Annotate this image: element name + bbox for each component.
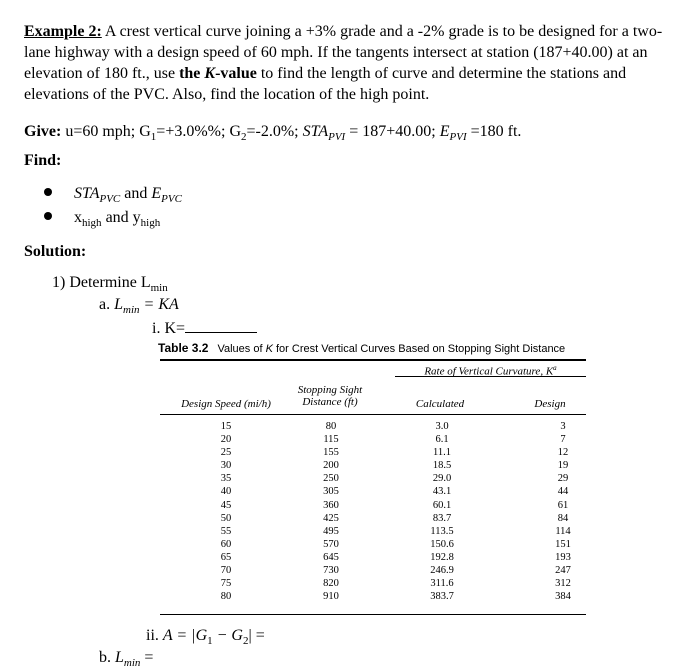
- column-ssd: [309, 420, 353, 603]
- table-cell: 113.5: [430, 525, 454, 537]
- step-b-l: L: [115, 649, 124, 666]
- table-cell: 645: [323, 551, 339, 563]
- find-item-high: [44, 207, 160, 228]
- table-cell: 7: [560, 434, 566, 446]
- g1-value: =+3.0%%; G: [156, 123, 241, 140]
- table-cell: 40: [220, 486, 232, 498]
- header-ssd-2: Distance (ft): [302, 396, 358, 408]
- table-top-rule: [160, 359, 586, 361]
- give-speed: u=60 mph; G: [61, 123, 151, 140]
- table-cell: 114: [555, 525, 571, 537]
- step-ii: [146, 625, 265, 646]
- bold-k: K: [204, 65, 216, 82]
- table-cell: 250: [323, 473, 339, 485]
- bold-the: the: [179, 65, 205, 82]
- table-cell: 80: [220, 591, 232, 603]
- step-ii-end: | =: [248, 627, 265, 644]
- table-cell: 311.6: [430, 578, 454, 590]
- bold-k-value: -value: [215, 65, 257, 82]
- problem-text-2: to find the length of curve and determine the stations and elevations of the PVC. Also, find the location of the high point.: [24, 65, 627, 103]
- table-cell: 75: [220, 578, 232, 590]
- group-header: [395, 362, 586, 378]
- step-b: [99, 647, 153, 668]
- step-i: [152, 318, 257, 339]
- e-value: =180 ft.: [466, 123, 522, 140]
- table-cell: 83.7: [432, 512, 452, 524]
- find-e-sub: PVC: [161, 193, 182, 206]
- table-cell: 384: [555, 591, 571, 603]
- table-cell: 55: [220, 525, 232, 537]
- table-cell: 193: [555, 551, 571, 563]
- table-cell: 80: [325, 421, 337, 432]
- table-title-k: K: [265, 343, 273, 355]
- table-cell: 12: [557, 447, 569, 459]
- table-cell: 3: [560, 421, 566, 432]
- pvi-sub: PVI: [328, 131, 346, 144]
- table-cell: 570: [323, 538, 339, 550]
- problem-statement: [24, 21, 680, 105]
- header-rule: [160, 414, 586, 415]
- table-cell: 115: [323, 434, 339, 446]
- find-y: y: [132, 209, 141, 226]
- table-cell: 730: [323, 565, 339, 577]
- table-cell: 246.9: [430, 565, 454, 577]
- column-design: [548, 420, 578, 603]
- table-cell: 150.6: [430, 538, 454, 550]
- find-sta-sub: PVC: [99, 193, 121, 206]
- find-e: E: [151, 185, 162, 202]
- solution-label: Solution:: [24, 243, 87, 260]
- table-cell: 383.7: [430, 591, 454, 603]
- k-blank[interactable]: [185, 318, 257, 333]
- sta-symbol: STA: [302, 123, 329, 140]
- table-cell: 29: [557, 473, 569, 485]
- table-cell: 360: [323, 499, 339, 511]
- table-cell: 11.1: [433, 447, 451, 459]
- header-design: Design: [534, 398, 566, 410]
- sta-value: = 187+40.00;: [345, 123, 440, 140]
- problem-text: A crest vertical curve joining a +3% grade and a -2% grade is to be designed for a two-lane highway with a design speed of 60 mph. If the tangents intersect at station (187+40.00) at an elevation of 180 ft., use: [24, 23, 663, 82]
- table-cell: 495: [323, 525, 339, 537]
- table-cell: 65: [220, 551, 232, 563]
- table-cell: 20: [220, 434, 232, 446]
- step-i-text: i. K=: [152, 320, 186, 337]
- table-title-pre: Values of: [217, 343, 266, 355]
- step-a-sub: min: [123, 304, 140, 317]
- table-cell: 60.1: [432, 499, 452, 511]
- table-cell: 18.5: [432, 460, 452, 472]
- table-cell: 305: [323, 486, 339, 498]
- find-y-sub: high: [140, 217, 161, 230]
- find-sta: STA: [74, 185, 100, 202]
- column-calculated: [420, 420, 464, 603]
- give-line: [24, 121, 521, 142]
- column-speed: [206, 420, 246, 603]
- step-b-sub: min: [123, 657, 141, 669]
- table-cell: 44: [557, 486, 569, 498]
- g2-value: =-2.0%;: [246, 123, 303, 140]
- table-cell: 70: [220, 565, 232, 577]
- table-cell: 19: [557, 460, 569, 472]
- table-cell: 30: [220, 460, 232, 472]
- header-calculated: Calculated: [415, 398, 465, 410]
- e-pvi-sub: PVI: [449, 131, 467, 144]
- group-header-sup: a: [553, 364, 557, 372]
- table-cell: 820: [323, 578, 339, 590]
- step-1-sub: min: [150, 282, 168, 295]
- find-x-sub: high: [82, 217, 102, 230]
- find-x: x: [74, 209, 82, 226]
- step-ii-prefix: ii.: [146, 627, 163, 644]
- table-cell: 61: [557, 499, 569, 511]
- table-cell: 84: [557, 512, 569, 524]
- give-label: Give:: [24, 123, 62, 140]
- table-cell: 247: [555, 565, 571, 577]
- step-b-prefix: b.: [99, 649, 115, 666]
- bullet-icon: [44, 188, 52, 196]
- step-ii-sub2: 2: [242, 635, 249, 648]
- step-ii-mid: − G: [212, 627, 243, 644]
- find-and: and: [120, 185, 152, 202]
- e-symbol: E: [439, 123, 450, 140]
- step-1-text: 1) Determine L: [52, 274, 151, 291]
- table-cell: 3.0: [435, 421, 449, 432]
- step-a: [99, 294, 179, 315]
- table-title-post: for Crest Vertical Curves Based on Stopping Sight Distance: [272, 343, 566, 355]
- header-ssd-1: Stopping Sight: [297, 384, 363, 396]
- step-ii-sub1: 1: [207, 635, 213, 648]
- table-label: Table 3.2: [158, 341, 209, 355]
- find-label: Find:: [24, 152, 62, 169]
- table-cell: 425: [323, 512, 339, 524]
- group-header-text: Rate of Vertical Curvature, K: [424, 365, 554, 378]
- step-a-prefix: a.: [99, 296, 115, 313]
- step-ii-eq: A = |G: [162, 627, 208, 644]
- step-b-eq: =: [140, 649, 154, 666]
- step-a-l: L: [114, 296, 124, 313]
- table-cell: 35: [220, 473, 232, 485]
- table-cell: 25: [220, 447, 232, 459]
- step-1: [52, 272, 168, 293]
- table-cell: 155: [323, 447, 339, 459]
- g2-sub: 2: [241, 131, 247, 144]
- table-cell: 151: [555, 538, 571, 550]
- bullet-icon: [44, 212, 52, 220]
- table-cell: 15: [220, 421, 232, 432]
- table-cell: 6.1: [435, 434, 449, 446]
- table-cell: 50: [220, 512, 232, 524]
- g1-sub: 1: [150, 131, 157, 144]
- table-caption: [158, 341, 590, 356]
- header-ssd: [285, 384, 375, 408]
- table-bottom-rule: [160, 614, 586, 615]
- example-label: Example 2:: [24, 23, 102, 40]
- table-cell: 45: [220, 499, 232, 511]
- table-cell: 312: [555, 578, 571, 590]
- find-and-2: and: [101, 209, 133, 226]
- find-item-sta: [44, 183, 182, 204]
- table-cell: 29.0: [432, 473, 452, 485]
- table-cell: 43.1: [432, 486, 452, 498]
- step-a-eq: = KA: [139, 296, 179, 313]
- table-cell: 200: [323, 460, 339, 472]
- table-cell: 192.8: [430, 551, 454, 563]
- table-cell: 910: [323, 591, 339, 603]
- header-design-speed: Design Speed (mi/h): [181, 398, 271, 410]
- table-cell: 60: [220, 538, 232, 550]
